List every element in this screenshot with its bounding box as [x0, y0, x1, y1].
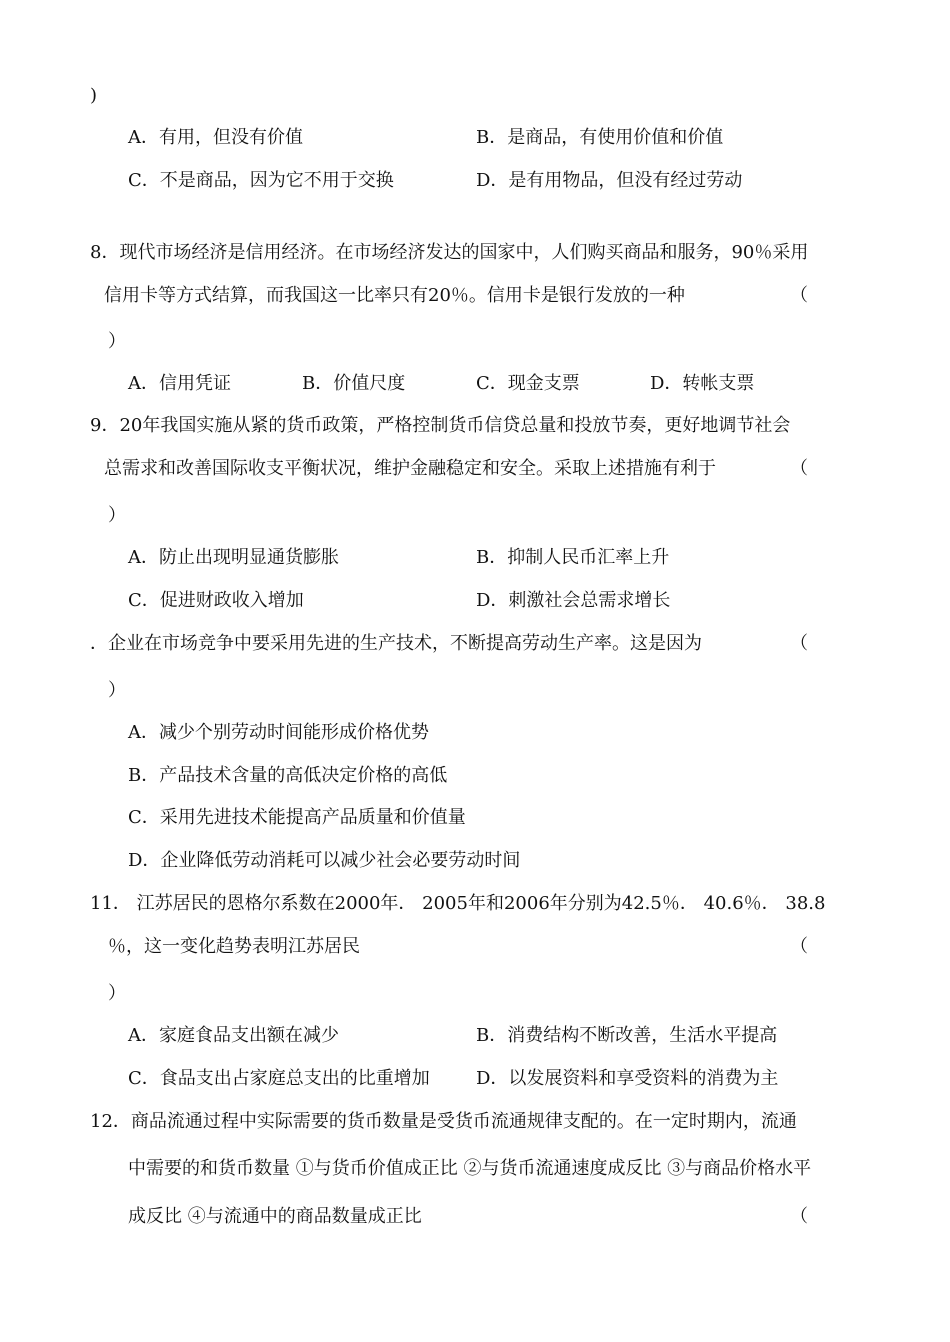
q12-answer-open-paren: （	[790, 1206, 808, 1227]
q9-answer-close-paren: ）	[108, 505, 126, 526]
q7-close-paren: )	[90, 85, 98, 106]
q8-option-a[interactable]: A．信用凭证	[128, 373, 231, 394]
q9-option-a[interactable]: A．防止出现明显通货膨胀	[128, 547, 339, 568]
q8-option-d[interactable]: D．转帐支票	[650, 373, 755, 394]
q8-option-c[interactable]: C．现金支票	[476, 373, 580, 394]
q12-stem-line3: 成反比 ④与流通中的商品数量成正比	[128, 1206, 422, 1227]
q9-option-d[interactable]: D．刺激社会总需求增长	[476, 590, 671, 611]
q9-answer-open-paren: （	[790, 458, 808, 479]
q8-stem-line2: 信用卡等方式结算，而我国这一比率只有20％。信用卡是银行发放的一种	[104, 285, 685, 306]
q12-stem-line2: 中需要的和货币数量 ①与货币价值成正比 ②与货币流通速度成反比 ③与商品价格水平	[128, 1158, 812, 1179]
q10-option-a[interactable]: A．减少个别劳动时间能形成价格优势	[128, 722, 429, 743]
q10-answer-close-paren: ）	[108, 680, 126, 701]
q11-answer-open-paren: （	[790, 936, 808, 957]
q11-answer-close-paren: ）	[108, 983, 126, 1004]
q9-option-c[interactable]: C．促进财政收入增加	[128, 590, 304, 611]
q9-stem-line1: 9．20年我国实施从紧的货币政策，严格控制货币信贷总量和投放节奏，更好地调节社会	[90, 415, 791, 436]
q11-option-a[interactable]: A．家庭食品支出额在减少	[128, 1025, 339, 1046]
q8-option-b[interactable]: B．价值尺度	[302, 373, 406, 394]
q12-stem-line1: 12．商品流通过程中实际需要的货币数量是受货币流通规律支配的。在一定时期内，流通	[90, 1111, 797, 1132]
q10-stem-line1: ．企业在市场竞争中要采用先进的生产技术，不断提高劳动生产率。这是因为	[90, 633, 702, 654]
q10-option-d[interactable]: D．企业降低劳动消耗可以减少社会必要劳动时间	[128, 850, 521, 871]
q7-option-d[interactable]: D．是有用物品，但没有经过劳动	[476, 170, 743, 191]
q7-option-c[interactable]: C．不是商品，因为它不用于交换	[128, 170, 394, 191]
q11-stem-line1: 11． 江苏居民的恩格尔系数在2000年． 2005年和2006年分别为42.5％． 40.6％． 38.8	[90, 893, 826, 914]
q11-stem-line2: ％，这一变化趋势表明江苏居民	[108, 936, 360, 957]
q10-option-b[interactable]: B．产品技术含量的高低决定价格的高低	[128, 765, 448, 786]
q11-option-c[interactable]: C．食品支出占家庭总支出的比重增加	[128, 1068, 430, 1089]
q11-option-d[interactable]: D．以发展资料和享受资料的消费为主	[476, 1068, 779, 1089]
q9-stem-line2: 总需求和改善国际收支平衡状况，维护金融稳定和安全。采取上述措施有利于	[104, 458, 716, 479]
q11-option-b[interactable]: B．消费结构不断改善，生活水平提高	[476, 1025, 778, 1046]
q10-answer-open-paren: （	[790, 633, 808, 654]
q8-answer-close-paren: ）	[108, 331, 126, 352]
q9-option-b[interactable]: B．抑制人民币汇率上升	[476, 547, 670, 568]
q7-option-b[interactable]: B．是商品，有使用价值和价值	[476, 127, 724, 148]
q8-answer-open-paren: （	[790, 285, 808, 306]
q10-option-c[interactable]: C．采用先进技术能提高产品质量和价值量	[128, 807, 466, 828]
q7-option-a[interactable]: A．有用，但没有价值	[128, 127, 303, 148]
q8-stem-line1: 8．现代市场经济是信用经济。在市场经济发达的国家中，人们购买商品和服务，90％采用	[90, 242, 809, 263]
